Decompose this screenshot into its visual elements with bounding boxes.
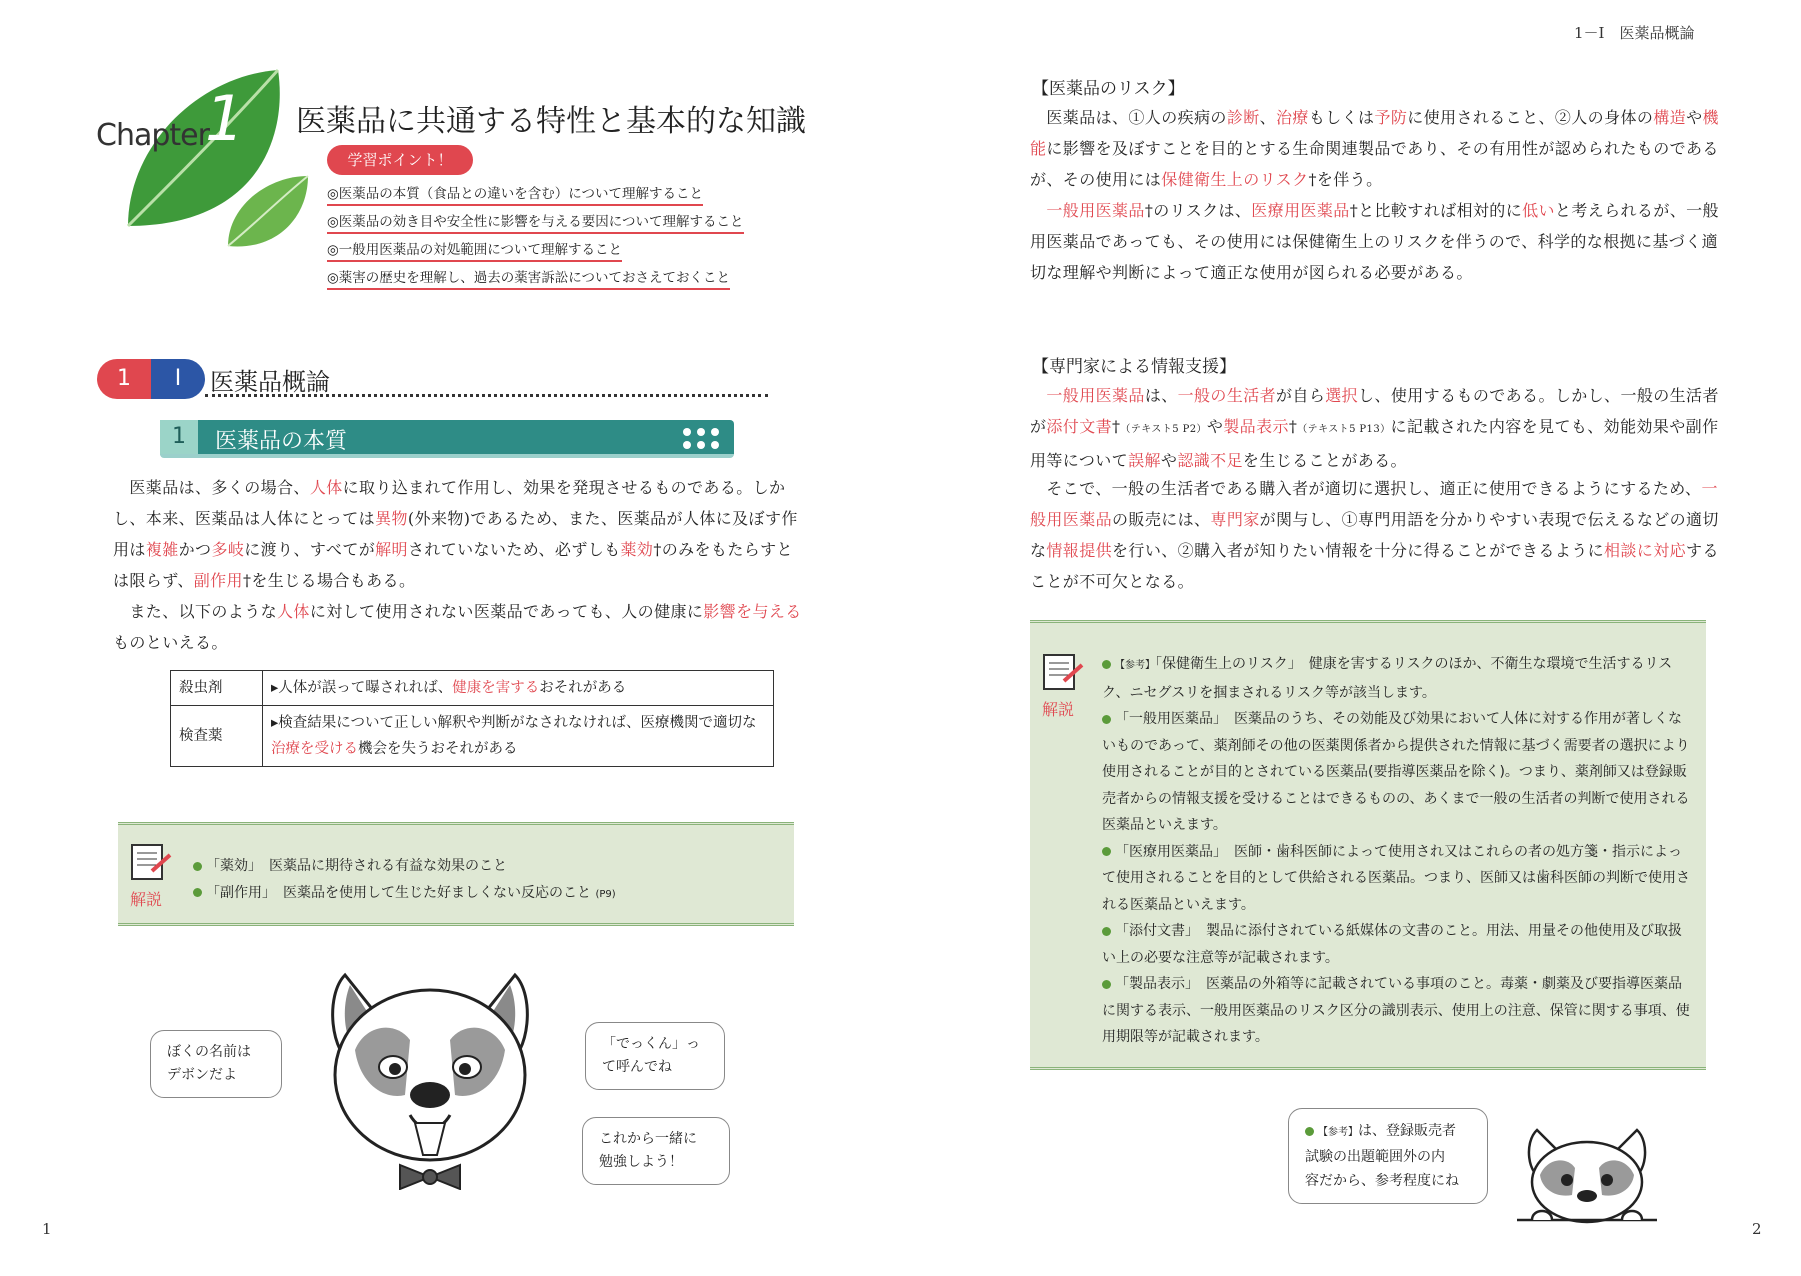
- bubble-text: 【参考】は、登録販売者: [1305, 1119, 1471, 1145]
- chapter-word: Chapter: [96, 118, 209, 153]
- notepad-pen-icon: [1042, 653, 1084, 693]
- bullet-icon: [1102, 847, 1111, 856]
- running-head: 1－Ⅰ 医薬品概論: [1574, 24, 1695, 42]
- learning-points-badge: 学習ポイント！: [327, 145, 473, 175]
- explanation-box-left: [118, 822, 794, 926]
- chapter-title: 医薬品に共通する特性と基本的な知識: [296, 104, 806, 139]
- risk-paragraph-2: 一般用医薬品†のリスクは、医療用医薬品†と比較すれば相対的に低いと考えられるが、一般用医薬品であっても、その使用には保健衛生上のリスクを伴うので、科学的な根拠に基づく適切な理解や判断によって適正な使用が図られる必要がある。: [1030, 201, 1719, 282]
- bubble-text: て呼んでね: [602, 1059, 672, 1075]
- speech-bubble-greeting: [582, 1117, 730, 1185]
- bubble-text: 試験の出題範囲外の内: [1305, 1149, 1445, 1165]
- bubble-text: ぼくの名前は: [167, 1044, 251, 1060]
- explanation-item: 「添付文書」 製品に添付されている紙媒体の文書のこと。用法、用量その他使用及び取扱い上の必要な注意等が記載されます。: [1102, 923, 1682, 966]
- speech-bubble-nickname: [585, 1022, 725, 1090]
- section-chapter-number: 1: [97, 359, 151, 399]
- table-cell-desc: ▸検査結果について正しい解釈や判断がなされなければ、医療機関で適切な治療を受ける機会を失うおそれがある: [263, 706, 774, 767]
- learning-point: ◎医薬品の本質（食品との違いを含む）について理解すること: [327, 180, 703, 206]
- notepad-pen-icon: [130, 843, 172, 883]
- dots-icon: [682, 427, 720, 451]
- support-heading: 【専門家による情報支援】: [1032, 357, 1236, 377]
- bubble-text: デボンだよ: [167, 1067, 237, 1083]
- bubble-text: これから一緒に: [599, 1131, 697, 1147]
- explanation-label: 解説: [130, 890, 163, 909]
- bullet-icon: [193, 862, 202, 871]
- subsection-title: 医薬品の本質: [215, 429, 348, 454]
- section-roman-number: Ⅰ: [151, 359, 205, 399]
- bullet-icon: [1102, 715, 1111, 724]
- section-number-pill: [97, 359, 205, 399]
- left-paragraph-1: 医薬品は、多くの場合、人体に取り込まれて作用し、効果を発現させるものである。しかし、本来、医薬品は人体にとっては異物(外来物)であるため、また、医薬品が人体に及ぼす作用は複雑かつ多岐に渡り、すべてが解明されていないため、必ずしも薬効†のみをもたらすとは限らず、副作用†を生じる場合もある。: [113, 478, 798, 590]
- page-number-left: 1: [42, 1220, 52, 1238]
- bullet-icon: [1102, 980, 1111, 989]
- explanation-item: 「薬効」 医薬品に期待される有益な効果のこと: [193, 853, 616, 880]
- risk-heading: 【医薬品のリスク】: [1032, 79, 1185, 99]
- bubble-text: 「でっくん」っ: [602, 1036, 700, 1052]
- section-divider: [205, 394, 768, 397]
- table-cell-key: 殺虫剤: [171, 671, 263, 706]
- support-paragraph-1: 一般用医薬品は、一般の生活者が自ら選択し、使用するものである。しかし、一般の生活者が添付文書†（テキスト5 P2）や製品表示†（テキスト5 P13）に記載された内容を見ても、効能効果や副作用等について誤解や認識不足を生じることがある。: [1030, 386, 1719, 470]
- subsection-number: 1: [160, 420, 198, 454]
- bullet-icon: [1102, 660, 1111, 669]
- table-row: [171, 706, 774, 767]
- bullet-icon: [1305, 1127, 1314, 1136]
- example-table: [170, 670, 774, 767]
- explanation-item: 「副作用」 医薬品を使用して生じた好ましくない反応のこと (P9): [193, 880, 616, 909]
- explanation-item: 「医療用医薬品」 医師・歯科医師によって使用され又はこれらの者の処方箋・指示によって使用されることを目的として供給される医薬品。つまり、医師又は歯科医師の判断で使用される医薬品といえます。: [1102, 843, 1690, 913]
- page-number-right: 2: [1752, 1220, 1762, 1238]
- learning-point: ◎薬害の歴史を理解し、過去の薬害訴訟についておさえておくこと: [327, 264, 730, 290]
- learning-point: ◎一般用医薬品の対処範囲について理解すること: [327, 236, 622, 262]
- subsection-bar: [160, 420, 734, 458]
- bulldog-mascot-illustration: [315, 955, 545, 1190]
- section-title: 医薬品概論: [210, 368, 330, 396]
- learning-point: ◎医薬品の効き目や安全性に影響を与える要因について理解すること: [327, 208, 744, 234]
- speech-bubble-reference: [1288, 1108, 1488, 1204]
- left-paragraph-2: また、以下のような人体に対して使用されない医薬品であっても、人の健康に影響を与えるものといえる。: [113, 602, 802, 652]
- explanation-item: 【参考】「保健衛生上のリスク」 健康を害するリスクのほか、不衛生な環境で生活するリスク、ニセグスリを掴まされるリスク等が該当します。: [1102, 656, 1673, 701]
- learning-points-list: [327, 180, 744, 292]
- bubble-text: 容だから、参考程度にね: [1305, 1173, 1459, 1189]
- explanation-list: [193, 853, 616, 908]
- risk-paragraph-1: 医薬品は、①人の疾病の診断、治療もしくは予防に使用されること、②人の身体の構造や機能に影響を及ぼすことを目的とする生命関連製品であり、その有用性が認められたものであるが、その使用には保健衛生上のリスク†を伴う。: [1030, 108, 1719, 189]
- table-cell-key: 検査薬: [171, 706, 263, 767]
- bullet-icon: [1102, 927, 1111, 936]
- explanation-list: [1102, 651, 1692, 1051]
- table-cell-desc: ▸人体が誤って曝されれば、健康を害するおそれがある: [263, 671, 774, 706]
- explanation-item: 「製品表示」 医薬品の外箱等に記載されている事項のこと。毒薬・劇薬及び要指導医薬品に関する表示、一般用医薬品のリスク区分の識別表示、使用上の注意、保管に関する事項、使用期限等が記載されます。: [1102, 976, 1690, 1045]
- bulldog-mascot-small-illustration: [1512, 1120, 1662, 1225]
- explanation-label: 解説: [1042, 700, 1075, 719]
- chapter-number: 1: [205, 82, 245, 155]
- explanation-box-right: [1030, 620, 1706, 1070]
- bubble-text: 勉強しよう！: [599, 1154, 683, 1170]
- table-row: [171, 671, 774, 706]
- support-paragraph-2: そこで、一般の生活者である購入者が適切に選択し、適正に使用できるようにするため、一般用医薬品の販売には、専門家が関与し、①専門用語を分かりやすい表現で伝えるなどの適切な情報提供を行い、②購入者が知りたい情報を十分に得ることができるように相談に対応することが不可欠となる。: [1030, 479, 1719, 591]
- speech-bubble-name: [150, 1030, 282, 1098]
- explanation-item: 「一般用医薬品」 医薬品のうち、その効能及び効果において人体に対する作用が著しくないものであって、薬剤師その他の医薬関係者から提供された情報に基づく需要者の選択により使用されることが目的とされている医薬品(要指導医薬品を除く)。つまり、薬剤師又は登録販売者からの情報支援を受けることはできるものの、あくまで一般の生活者の判断で使用される医薬品といえます。: [1102, 711, 1690, 833]
- bullet-icon: [193, 888, 202, 897]
